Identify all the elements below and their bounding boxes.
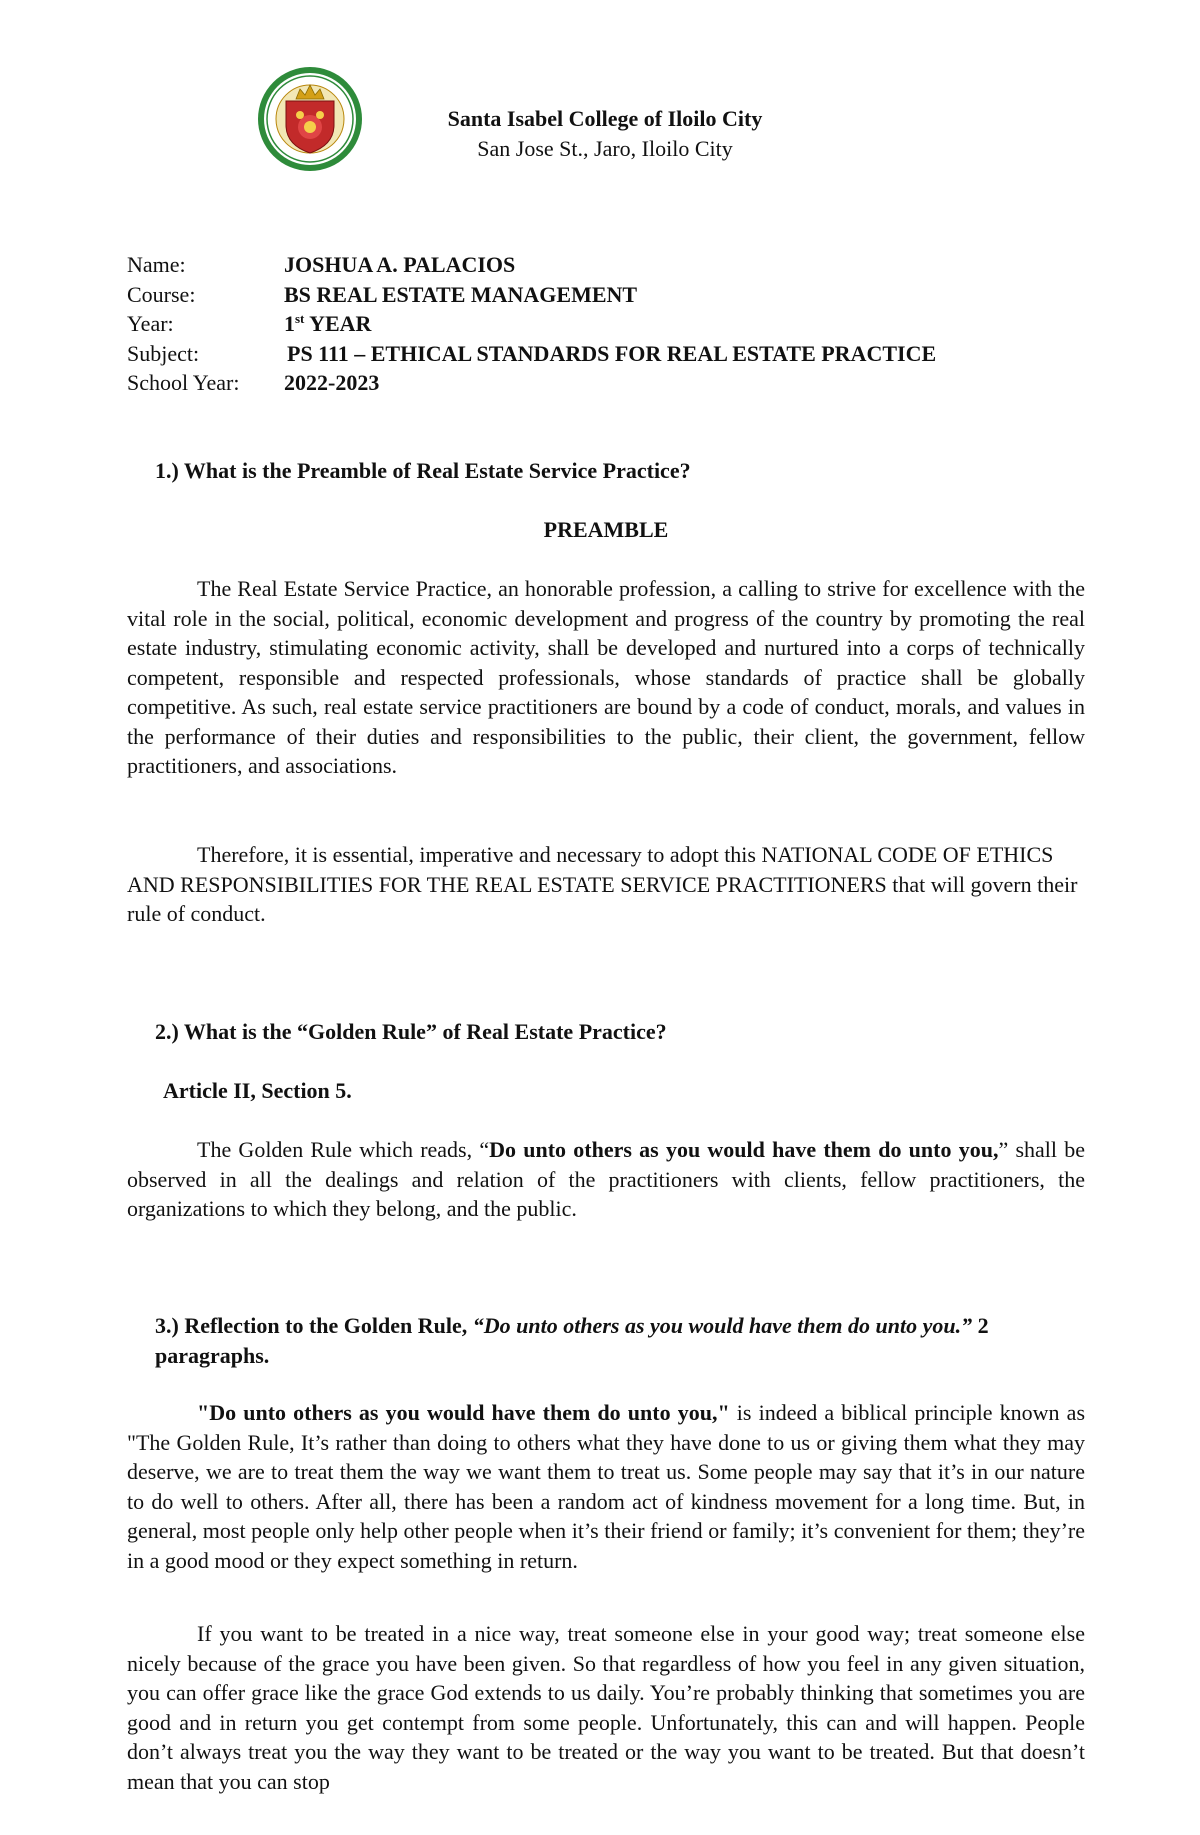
reflection-body: is indeed a biblical principle known as "The Golden Rule, It’s rather than doing to others what they have done to us or giving them what they may deserve, we are to treat them the way we want them to treat us. Some people may say that it’s in our nature to do well to others. After all, there has been a random act of kindness movement for a long time. But, in general, most people only help other people when it’s their friend or family; it’s convenient for them; they’re in a good mood or they expect something in return.	[127, 1400, 1086, 1573]
preamble-paragraph-1: The Real Estate Service Practice, an honorable profession, a calling to strive for excellence with the vital role in the social, political, economic development and progress of the country by promoting the real estate industry, stimulating economic activity, shall be developed and nurtured into a corps of technically competent, responsible and respected professionals, whose standards of practice shall be globally competitive. As such, real estate service practitioners are bound by a code of conduct, morals, and values in the performance of their duties and responsibilities to the public, their client, the government, fellow practitioners, and associations.	[127, 576, 1085, 778]
subject-value: PS 111 – ETHICAL STANDARDS FOR REAL ESTATE PRACTICE	[287, 340, 937, 366]
school-name: Santa Isabel College of Iloilo City	[447, 106, 763, 131]
golden-rule-paragraph	[127, 1135, 1085, 1224]
preamble-text	[127, 574, 1085, 781]
preamble-paragraph-2: Therefore, it is essential, imperative and necessary to adopt this NATIONAL CODE OF ETHICS AND RESPONSIBILITIES FOR THE REAL ESTATE SERVICE PRACTITIONERS that will govern their rule of conduct.	[127, 842, 1078, 926]
year-number: 1	[284, 311, 295, 336]
question-1: 1.) What is the Preamble of Real Estate Service Practice?	[155, 458, 691, 483]
school-header	[380, 104, 830, 164]
college-seal-icon	[256, 65, 364, 173]
subject-label: Subject:	[127, 340, 200, 366]
golden-rule-rest: ” shall be observed in all the dealings and relation of the practitioners with clients, fellow practitioners, the organizations to which they belong, and the public.	[127, 1137, 1085, 1221]
question-2: 2.) What is the “Golden Rule” of Real Estate Practice?	[155, 1019, 667, 1044]
school-address: San Jose St., Jaro, Iloilo City	[477, 136, 733, 161]
name-label: Name:	[127, 252, 186, 277]
preamble-conclusion	[127, 840, 1085, 929]
reflection-quote: "Do unto others as you would have them do unto you,"	[197, 1400, 730, 1425]
year-word: YEAR	[309, 311, 372, 336]
reflection-text-2	[127, 1619, 1085, 1796]
course-value: BS REAL ESTATE MANAGEMENT	[284, 281, 638, 307]
school-year-label: School Year:	[127, 370, 240, 395]
question-3-quote: “Do unto others as you would have them do unto you.”	[472, 1313, 973, 1338]
golden-rule-text	[127, 1135, 1085, 1224]
school-year-value: 2022-2023	[284, 370, 380, 395]
reflection-paragraph-1	[127, 1398, 1085, 1575]
article-heading: Article II, Section 5.	[163, 1078, 352, 1103]
question-3	[155, 1311, 1055, 1370]
reflection-paragraph-2: If you want to be treated in a nice way, treat someone else in your good way; treat someone else nicely because of the grace you have been given. So that regardless of how you feel in any given situation, you can offer grace like the grace God extends to us daily. You’re probably thinking that sometimes you are good and in return you get contempt from some people. Unfortunately, this can and will happen. People don’t always treat you the way they want to be treated or the way you want to be treated. But that doesn’t mean that you can stop	[127, 1621, 1085, 1794]
reflection-text-1	[127, 1398, 1085, 1575]
preamble-heading: PREAMBLE	[543, 517, 669, 542]
year-label: Year:	[127, 311, 174, 336]
question-3-end: 2 paragraphs.	[155, 1313, 989, 1368]
name-value: JOSHUA A. PALACIOS	[284, 252, 516, 277]
golden-rule-quote: Do unto others as you would have them do unto you,	[489, 1137, 999, 1162]
golden-rule-intro: The Golden Rule which reads, “	[197, 1137, 490, 1162]
course-label: Course:	[127, 281, 196, 307]
year-value	[284, 309, 371, 339]
year-suffix: st	[295, 311, 305, 326]
question-3-start: 3.) Reflection to the Golden Rule,	[155, 1313, 468, 1338]
